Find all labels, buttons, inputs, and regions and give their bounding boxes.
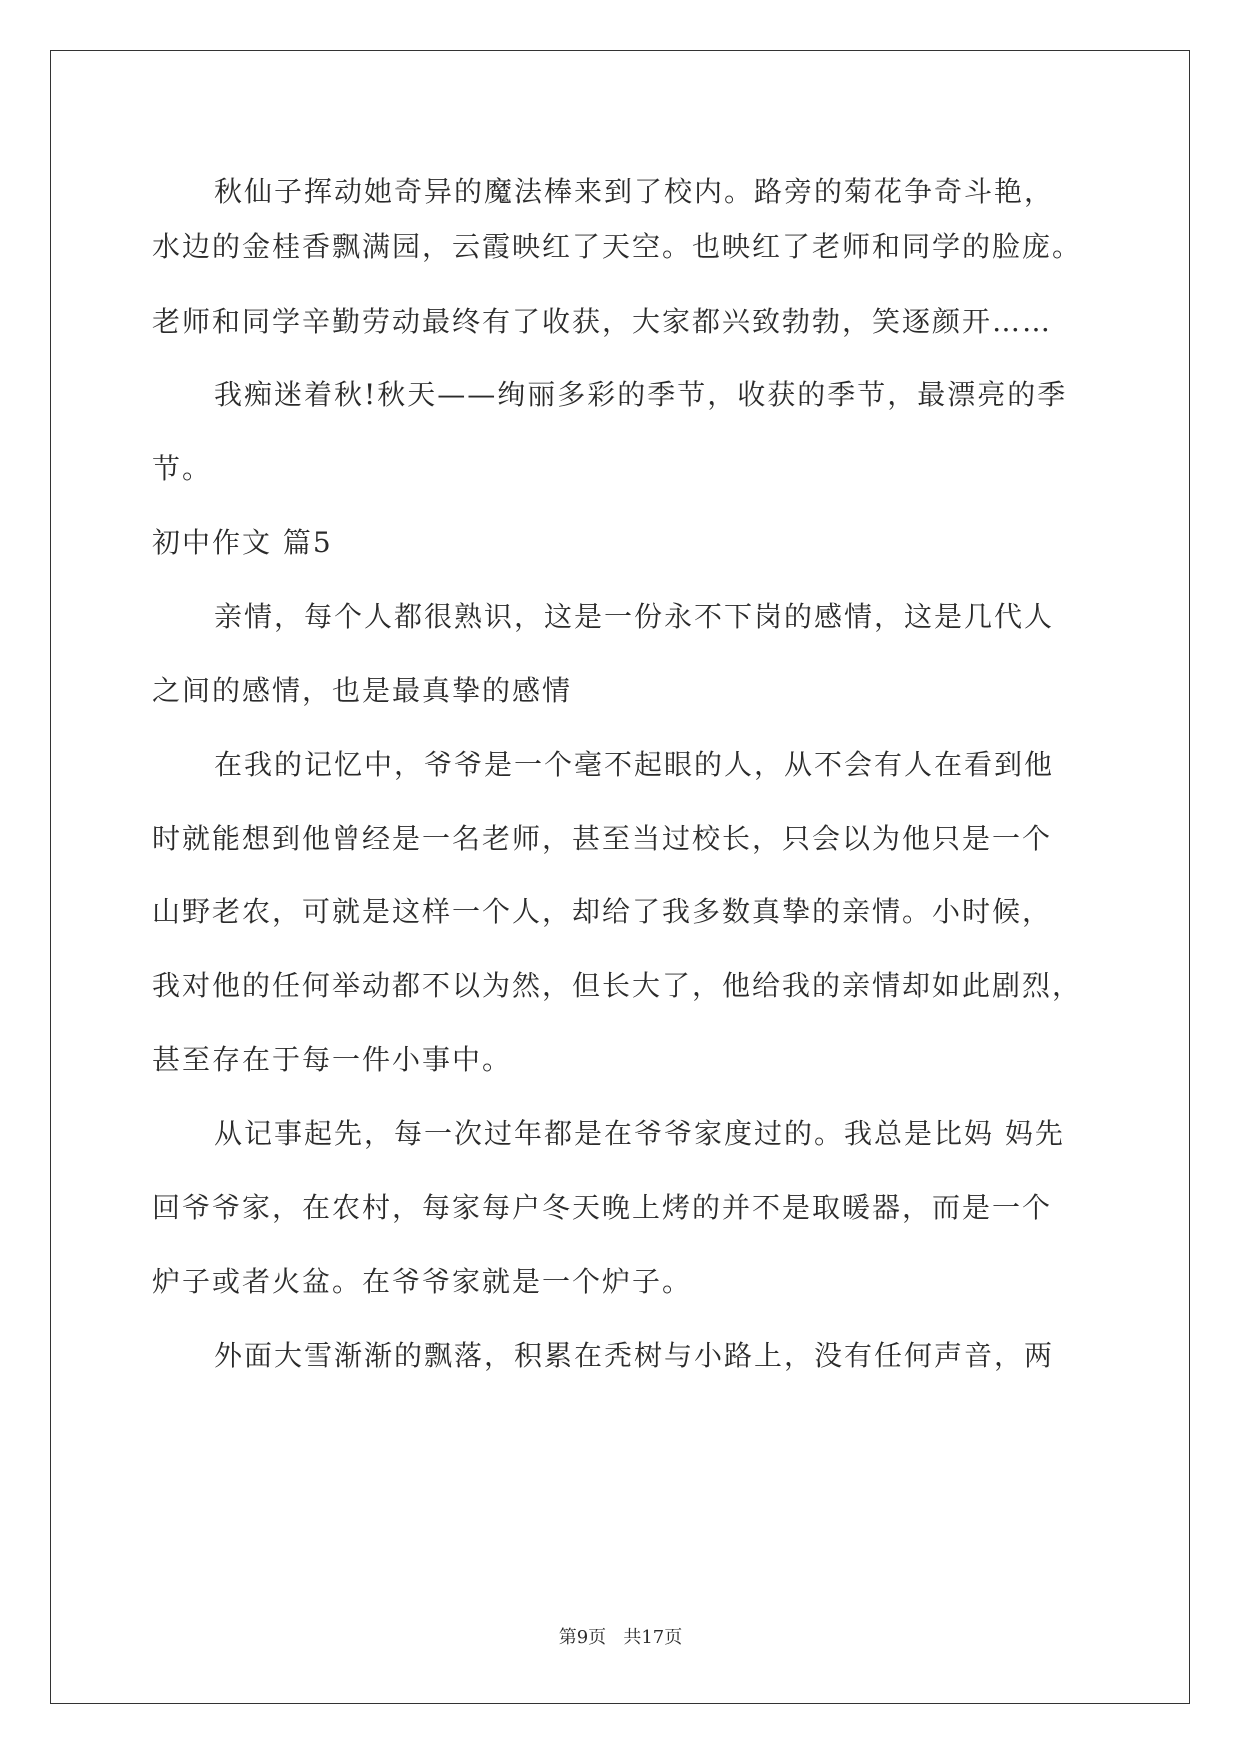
paragraph-line: 回爷爷家，在农村，每家每户冬天晚上烤的并不是取暖器，而是一个 xyxy=(152,1191,1053,1224)
paragraph-line: 之间的感情，也是最真挚的感情 xyxy=(152,674,573,707)
paragraph-line: 节。 xyxy=(152,452,213,485)
paragraph-line: 我痴迷着秋!秋天——绚丽多彩的季节，收获的季节，最漂亮的季 xyxy=(214,378,1068,411)
paragraph-line: 老师和同学辛勤劳动最终有了收获，大家都兴致勃勃，笑逐颜开…… xyxy=(152,305,1053,338)
paragraph-line: 我对他的任何举动都不以为然，但长大了，他给我的亲情却如此剧烈， xyxy=(152,969,1083,1002)
paragraph-line: 在我的记忆中，爷爷是一个毫不起眼的人，从不会有人在看到他 xyxy=(214,748,1055,781)
paragraph-line: 山野老农，可就是这样一个人，却给了我多数真挚的亲情。小时候， xyxy=(152,895,1053,928)
section-heading: 初中作文 篇5 xyxy=(152,526,333,559)
paragraph-line: 炉子或者火盆。在爷爷家就是一个炉子。 xyxy=(152,1265,693,1298)
paragraph-line: 从记事起先，每一次过年都是在爷爷家度过的。我总是比妈 妈先 xyxy=(214,1117,1065,1150)
paragraph-line: 外面大雪渐渐的飘落，积累在秃树与小路上，没有任何声音，两 xyxy=(214,1339,1055,1372)
paragraph-line: 水边的金桂香飘满园，云霞映红了天空。也映红了老师和同学的脸庞。 xyxy=(152,230,1083,263)
paragraph-line: 时就能想到他曾经是一名老师，甚至当过校长，只会以为他只是一个 xyxy=(152,822,1053,855)
page-number-footer: 第9页 共17页 xyxy=(558,1627,683,1648)
paragraph-line: 秋仙子挥动她奇异的魔法棒来到了校内。路旁的菊花争奇斗艳， xyxy=(214,175,1055,208)
paragraph-line: 甚至存在于每一件小事中。 xyxy=(152,1043,513,1076)
paragraph-line: 亲情，每个人都很熟识，这是一份永不下岗的感情，这是几代人 xyxy=(214,600,1055,633)
